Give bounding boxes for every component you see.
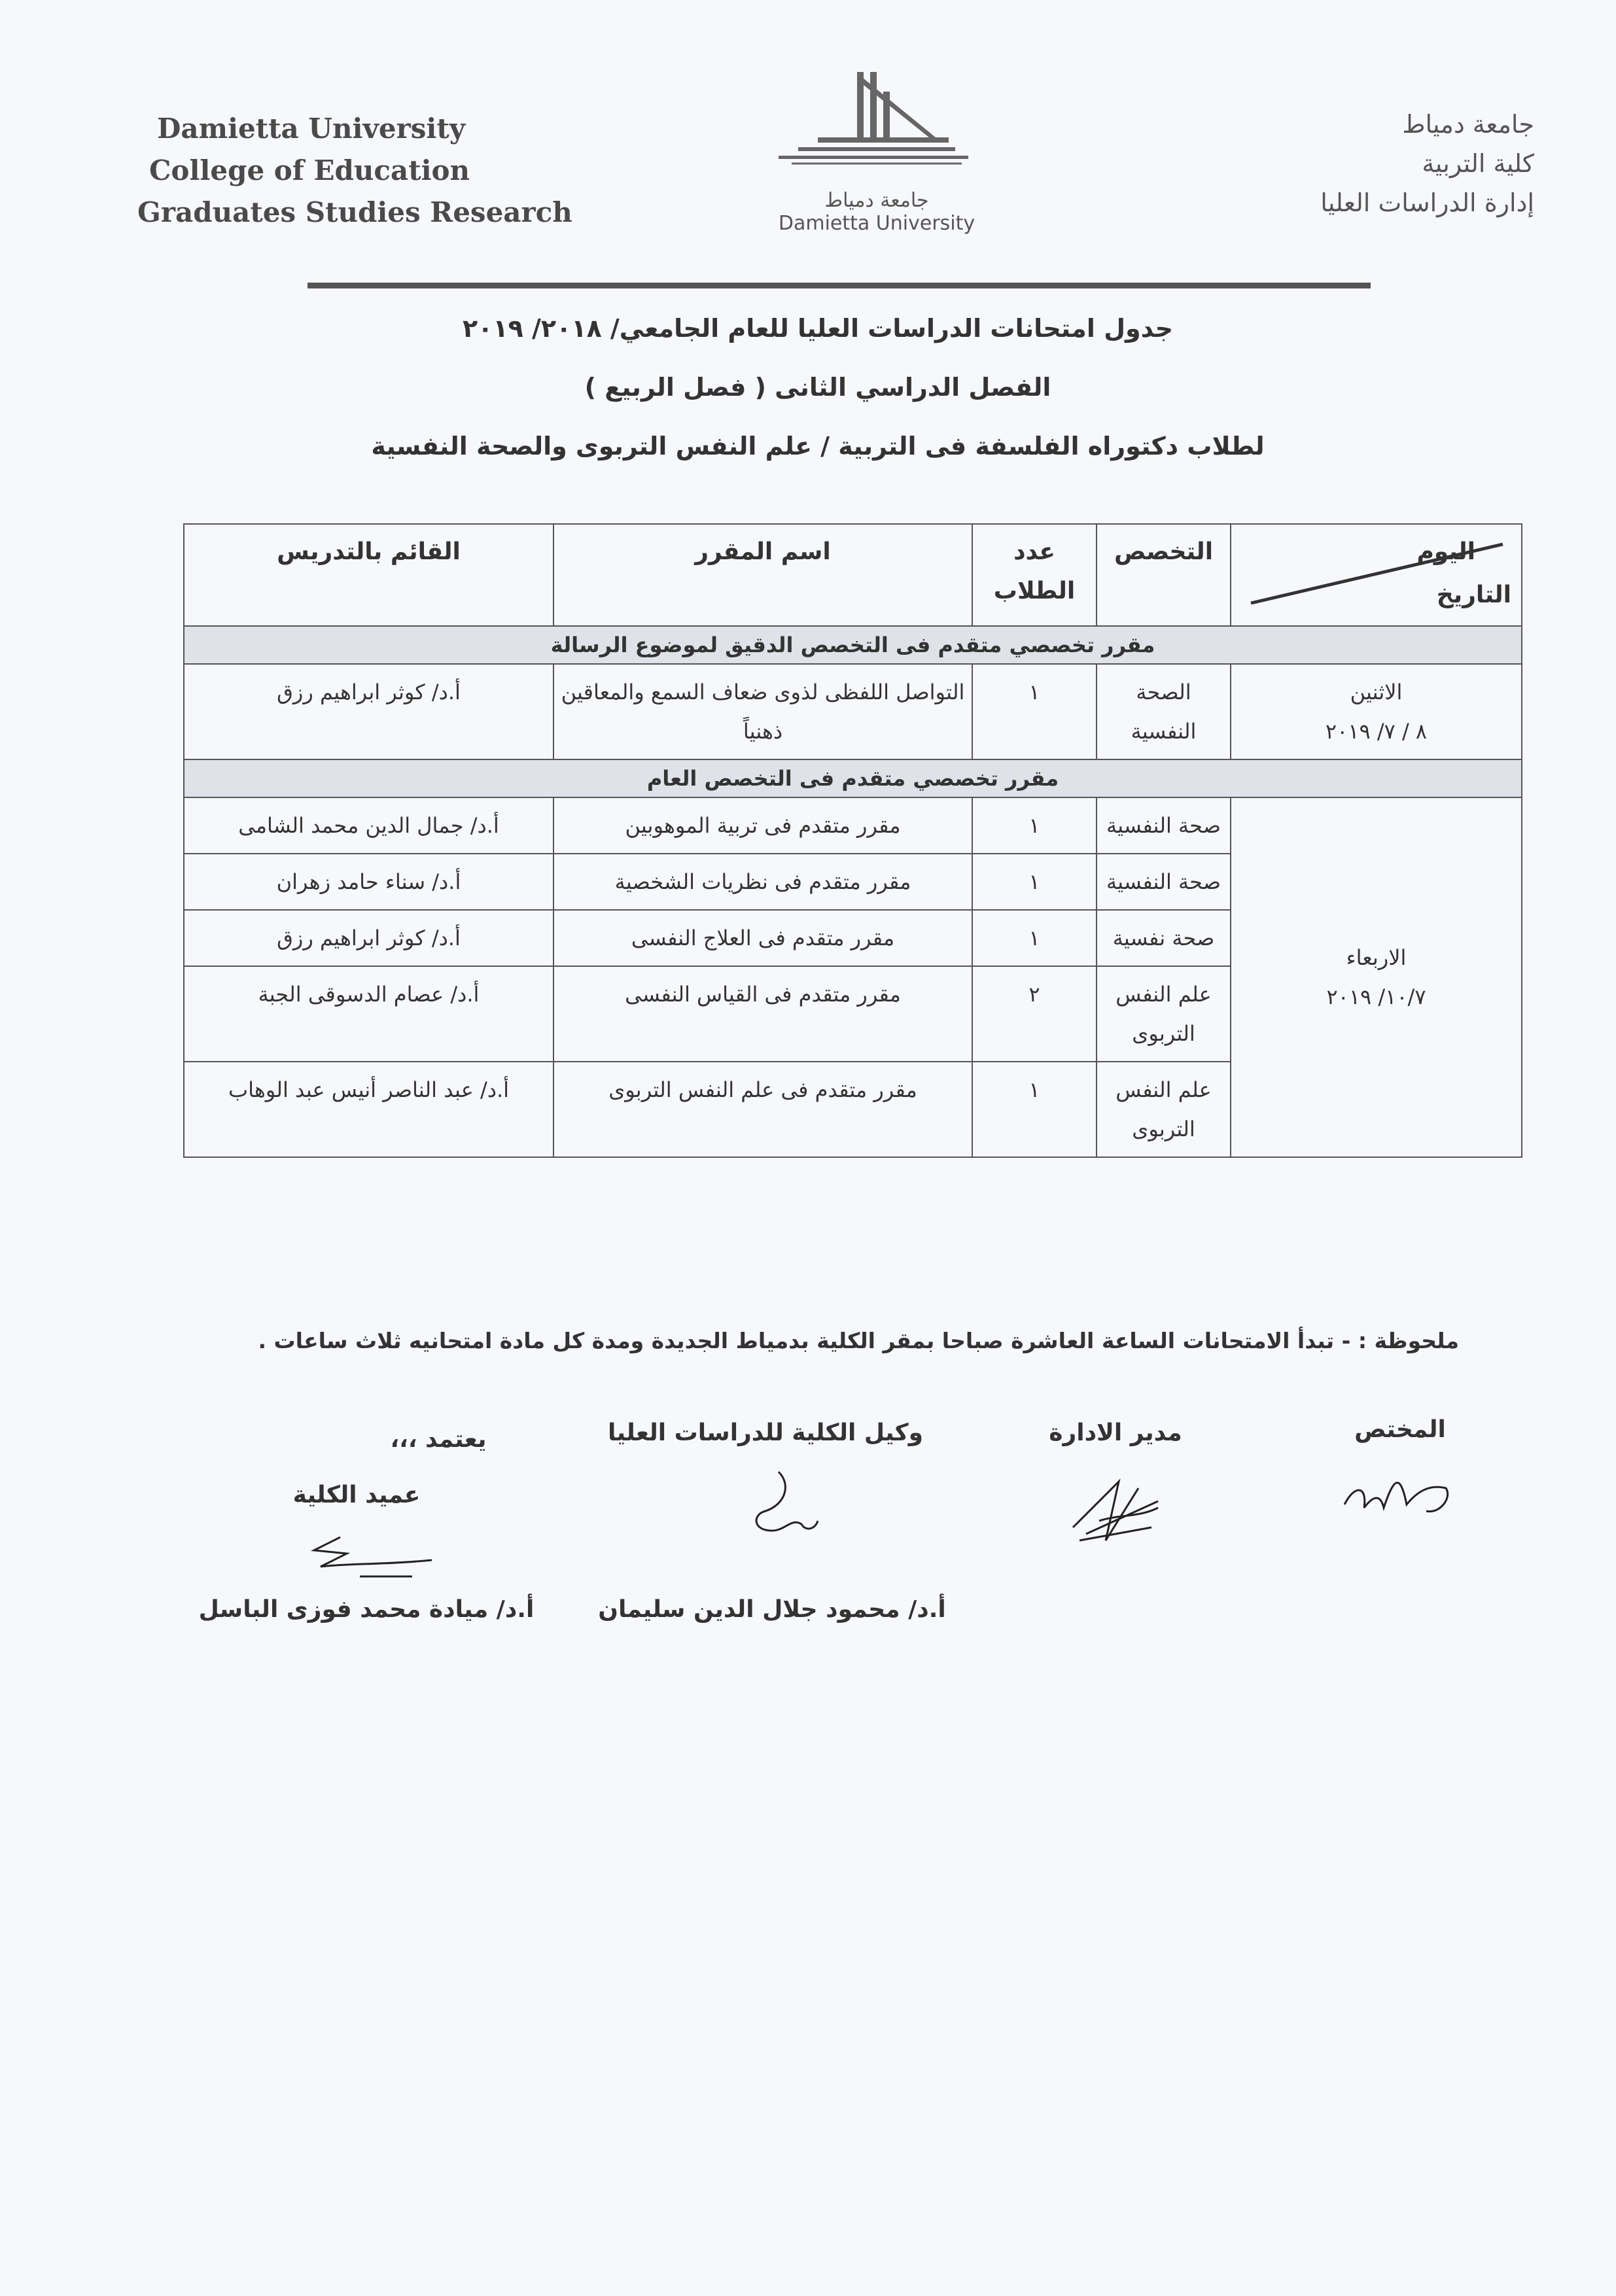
header-day: اليوم bbox=[1416, 538, 1475, 565]
vice-dean-signature bbox=[739, 1459, 824, 1550]
course-cell: مقرر متقدم فى القياس النفسى bbox=[553, 966, 972, 1062]
students-cell: ١ bbox=[972, 854, 1097, 910]
section-band-2: مقرر تخصصي متقدم فى التخصص العام bbox=[184, 759, 1522, 797]
exam-schedule-table bbox=[183, 523, 1522, 1158]
day-date-cell: الاثنين ٨ / ٧/ ٢٠١٩ bbox=[1231, 664, 1522, 759]
teacher-cell: أ.د/ كوثر ابراهيم رزق bbox=[184, 664, 553, 759]
header-day-date bbox=[1231, 524, 1522, 626]
header-course: اسم المقرر bbox=[553, 524, 972, 626]
table-row bbox=[184, 664, 1522, 759]
dean-name: أ.د/ ميادة محمد فوزى الباسل bbox=[198, 1596, 535, 1623]
specialty-cell: علم النفس التربوى bbox=[1097, 1062, 1231, 1157]
day-date-cell: الاربعاء ١٠/٧/ ٢٠١٩ bbox=[1231, 797, 1522, 1157]
teacher-cell: أ.د/ عبد الناصر أنيس عبد الوهاب bbox=[184, 1062, 553, 1157]
section-band-1: مقرر تخصصي متقدم فى التخصص الدقيق لموضوع الرسالة bbox=[184, 626, 1522, 664]
logo-caption-ar: جامعة دمياط bbox=[824, 189, 929, 212]
dean-signature bbox=[281, 1524, 445, 1590]
students-cell: ١ bbox=[972, 664, 1097, 759]
specialist-label: المختص bbox=[1354, 1416, 1446, 1443]
header-date: التاريخ bbox=[1436, 582, 1511, 608]
teacher-cell: أ.د/ سناء حامد زهران bbox=[184, 854, 553, 910]
specialty-cell: علم النفس التربوى bbox=[1097, 966, 1231, 1062]
teacher-cell: أ.د/ عصام الدسوقى الجبة bbox=[184, 966, 553, 1062]
title-line-2: الفصل الدراسي الثانى ( فصل الربيع ) bbox=[584, 373, 1051, 402]
students-cell: ٢ bbox=[972, 966, 1097, 1062]
title-line-3: لطلاب دكتوراه الفلسفة فى التربية / علم النفس التربوى والصحة النفسية bbox=[371, 432, 1265, 461]
header-english bbox=[137, 108, 595, 234]
header-arabic bbox=[1142, 105, 1534, 222]
specialty-cell: الصحة النفسية bbox=[1097, 664, 1231, 759]
specialist-signature bbox=[1335, 1459, 1466, 1531]
students-cell: ١ bbox=[972, 910, 1097, 966]
header-students: عدد الطلاب bbox=[972, 524, 1097, 626]
college-name-ar: كلية التربية bbox=[1422, 149, 1534, 178]
logo-mark bbox=[765, 65, 988, 186]
university-name-en: Damietta University bbox=[157, 113, 466, 145]
college-name-en: College of Education bbox=[149, 154, 470, 186]
students-cell: ١ bbox=[972, 1062, 1097, 1157]
specialty-cell: صحة النفسية bbox=[1097, 854, 1231, 910]
university-logo bbox=[765, 65, 988, 235]
course-cell: مقرر متقدم فى نظريات الشخصية bbox=[553, 854, 972, 910]
vice-dean-name: أ.د/ محمود جلال الدين سليمان bbox=[598, 1596, 946, 1623]
title-line-1: جدول امتحانات الدراسات العليا للعام الجامعي/ ٢٠١٨/ ٢٠١٩ bbox=[462, 314, 1174, 343]
course-cell: مقرر متقدم فى تربية الموهوبين bbox=[553, 797, 972, 854]
university-name-ar: جامعة دمياط bbox=[1402, 110, 1534, 139]
teacher-cell: أ.د/ جمال الدين محمد الشامى bbox=[184, 797, 553, 854]
approved-label: يعتمد ،،، bbox=[390, 1426, 487, 1453]
exam-note: ملحوظة : - تبدأ الامتحانات الساعة العاشرة صباحا بمقر الكلية بدمياط الجديدة ومدة كل مادة امتحانيه ثلاث ساعات . bbox=[258, 1328, 1459, 1353]
admin-director-signature bbox=[1060, 1455, 1171, 1554]
course-cell: التواصل اللفظى لذوى ضعاف السمع والمعاقين ذهنياً bbox=[553, 664, 972, 759]
header-divider bbox=[307, 283, 1371, 288]
specialty-cell: صحة النفسية bbox=[1097, 797, 1231, 854]
department-name-en: Graduates Studies Research bbox=[137, 196, 572, 228]
table-header-row bbox=[184, 524, 1522, 626]
dean-label: عميد الكلية bbox=[292, 1482, 421, 1508]
specialty-cell: صحة نفسية bbox=[1097, 910, 1231, 966]
teacher-cell: أ.د/ كوثر ابراهيم رزق bbox=[184, 910, 553, 966]
vice-dean-label: وكيل الكلية للدراسات العليا bbox=[607, 1419, 923, 1446]
table-row bbox=[184, 797, 1522, 854]
course-cell: مقرر متقدم فى العلاج النفسى bbox=[553, 910, 972, 966]
department-name-ar: إدارة الدراسات العليا bbox=[1320, 188, 1534, 217]
admin-director-label: مدير الادارة bbox=[1049, 1419, 1182, 1446]
logo-caption-en: Damietta University bbox=[778, 212, 975, 235]
header-specialty: التخصص bbox=[1097, 524, 1231, 626]
header-teacher: القائم بالتدريس bbox=[184, 524, 553, 626]
students-cell: ١ bbox=[972, 797, 1097, 854]
course-cell: مقرر متقدم فى علم النفس التربوى bbox=[553, 1062, 972, 1157]
